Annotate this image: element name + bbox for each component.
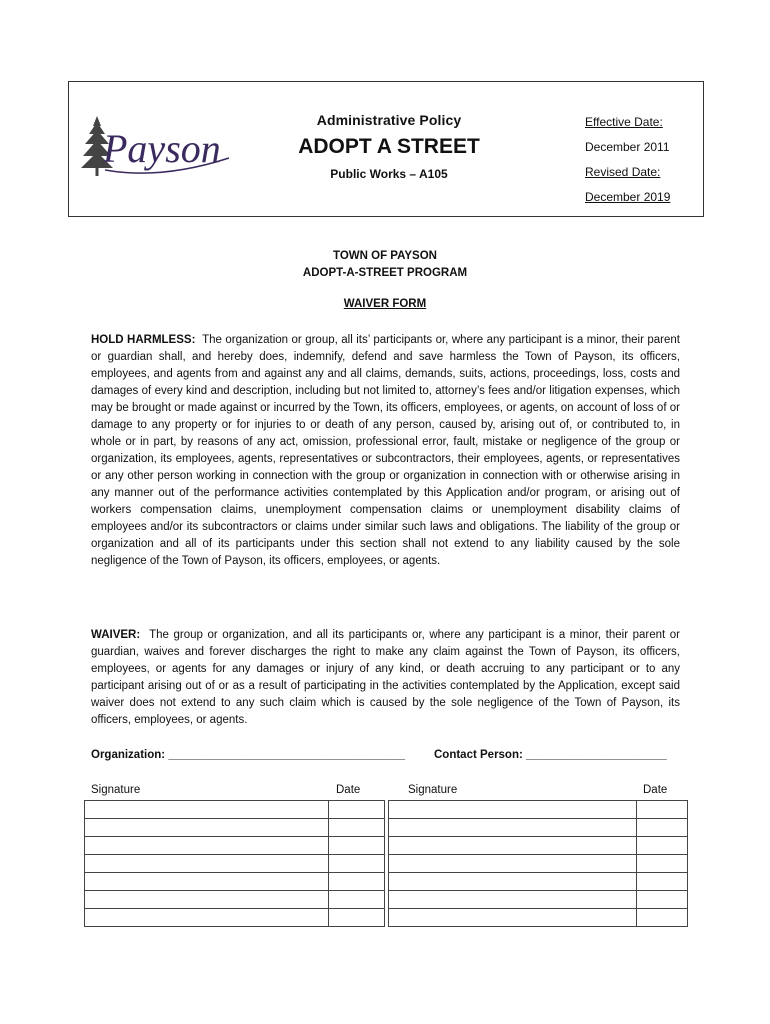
- signature-cell[interactable]: [85, 855, 329, 873]
- date-cell[interactable]: [637, 873, 688, 891]
- program-name: ADOPT-A-STREET PROGRAM: [302, 267, 468, 279]
- signature-cell[interactable]: [85, 909, 329, 927]
- policy-dates: [585, 110, 670, 210]
- signature-cell[interactable]: [85, 891, 329, 909]
- contact-person-label: Contact Person:: [434, 749, 523, 761]
- signature-cell[interactable]: [389, 819, 637, 837]
- date-cell[interactable]: [329, 855, 385, 873]
- document-heading: [0, 248, 770, 282]
- effective-date: December 2011: [585, 140, 670, 154]
- organization-input[interactable]: _____________________________________: [168, 749, 405, 761]
- signature-row: [85, 819, 688, 837]
- signature-cell[interactable]: [389, 873, 637, 891]
- policy-header: [68, 81, 704, 217]
- date-cell[interactable]: [329, 819, 385, 837]
- signature-row: [85, 855, 688, 873]
- signature-cell[interactable]: [85, 819, 329, 837]
- date-header-1: Date: [336, 784, 361, 796]
- policy-department: Public Works – A105: [330, 167, 448, 181]
- signature-row: [85, 891, 688, 909]
- organization-fields: [91, 749, 680, 761]
- signature-cell[interactable]: [85, 837, 329, 855]
- date-cell[interactable]: [637, 909, 688, 927]
- policy-title-block: [269, 112, 509, 181]
- form-title: WAIVER FORM: [343, 298, 427, 310]
- policy-label: Administrative Policy: [316, 112, 462, 128]
- signature-cell[interactable]: [389, 801, 637, 819]
- revised-date: December 2019: [585, 190, 671, 204]
- logo-wordmark: Payson: [103, 126, 221, 171]
- signature-cell[interactable]: [389, 855, 637, 873]
- signature-row: [85, 801, 688, 819]
- date-header-2: Date: [643, 784, 668, 796]
- date-cell[interactable]: [329, 873, 385, 891]
- signature-cell[interactable]: [85, 801, 329, 819]
- date-cell[interactable]: [637, 837, 688, 855]
- revised-date-label: Revised Date:: [585, 165, 661, 179]
- date-cell[interactable]: [637, 891, 688, 909]
- signature-cell[interactable]: [85, 873, 329, 891]
- contact-person-group: [434, 749, 667, 761]
- date-cell[interactable]: [637, 801, 688, 819]
- signature-header-1: Signature: [91, 784, 141, 796]
- date-cell[interactable]: [329, 837, 385, 855]
- waiver-text: The group or organization, and all its participants or, where any participant is a minor, their parent or guardian, waives and forever discharges the right to make any claim against the Town of Payson, its officers, employees, or agents for any damages or injury of any kind, or death accruing to any participant or to any participant arising out of or as a result of participating in the activities contemplated by the Application, except said waiver does not extend to any such claim which is caused by the sole negligence of the Town of Payson, its officers, employees, or agents.: [91, 629, 680, 726]
- signature-cell[interactable]: [389, 909, 637, 927]
- payson-logo: [81, 110, 231, 180]
- date-cell[interactable]: [329, 909, 385, 927]
- hold-harmless-label: HOLD HARMLESS:: [91, 334, 196, 346]
- signature-row: [85, 873, 688, 891]
- signature-cell[interactable]: [389, 891, 637, 909]
- policy-title: ADOPT A STREET: [298, 135, 480, 158]
- signature-row: [85, 837, 688, 855]
- waiver-paragraph: [91, 627, 680, 729]
- town-name: TOWN OF PAYSON: [333, 250, 437, 262]
- date-cell[interactable]: [329, 801, 385, 819]
- signature-header-2: Signature: [408, 784, 458, 796]
- date-cell[interactable]: [637, 855, 688, 873]
- date-cell[interactable]: [329, 891, 385, 909]
- hold-harmless-text: The organization or group, all its’ participants or, where any participant is a minor, their parent or guardian shall, and hereby does, indemnify, defend and save harmless the Town of Payson, its officers, employees, and agents from and against any and all claims, demands, suits, actions, proceedings, loss, costs and damages of every kind and description, including but not limited to, attorney’s fees and/or litigation expenses, which may be brought or made against or incurred by the Town, its officers, employees, or agents, on account of loss of or damage to any property or for injuries to or death of any person, caused by, arising out of, or contributed to, in whole or in part, by reasons of any act, omission, professional error, fault, mistake or negligence of the group or organization, its employees, agents, representatives or subcontractors, their employees, agents, or representatives or any other person working in connection with the group or organization in connection with or otherwise arising in any manner out of the performance activities contemplated by this Application and/or program, or arising out of workers compensation claims, unemployment compensation claims or unemployment disability claims of employees and/or its subcontractors or claims under similar such laws and obligations. The liability of the group or organization and all of its participants under this section shall not extend to any liability caused by the sole negligence of the Town of Payson, its officers, employees, or agents.: [91, 334, 680, 567]
- signature-table: [84, 800, 688, 927]
- organization-label: Organization:: [91, 749, 166, 761]
- hold-harmless-paragraph: [91, 332, 680, 570]
- signature-row: [85, 909, 688, 927]
- effective-date-label: Effective Date:: [585, 115, 663, 129]
- signature-cell[interactable]: [389, 837, 637, 855]
- waiver-label: WAIVER:: [91, 629, 141, 641]
- contact-person-input[interactable]: ______________________: [526, 749, 667, 761]
- date-cell[interactable]: [637, 819, 688, 837]
